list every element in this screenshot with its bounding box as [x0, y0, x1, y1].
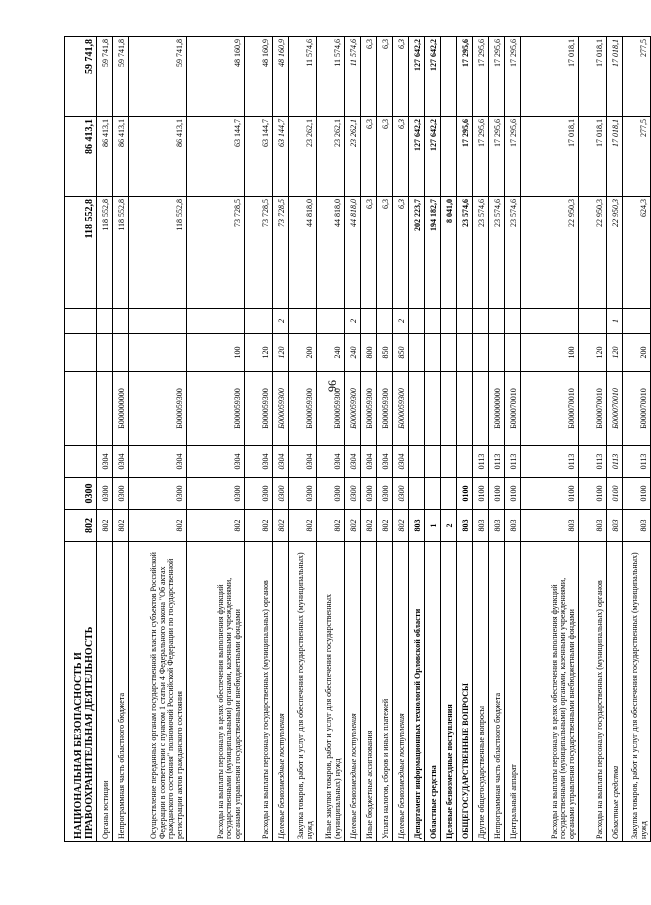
- row-ved: 803: [473, 510, 489, 542]
- row-target-article: [65, 372, 97, 446]
- row-value-1: 73 728,5: [273, 197, 289, 309]
- row-expense-type: [473, 334, 489, 372]
- row-value-3: 59 741,8: [65, 37, 97, 117]
- row-value-1: 22 950,3: [607, 197, 623, 309]
- table-row: [65, 37, 97, 842]
- row-value-1: 6,3: [393, 197, 409, 309]
- row-source-note: [65, 309, 97, 334]
- row-expense-type: [65, 334, 97, 372]
- row-value-2: 63 144,7: [273, 117, 289, 197]
- row-value-3: 6,3: [393, 37, 409, 117]
- table-row: [317, 37, 345, 842]
- row-source-note: [317, 309, 345, 334]
- row-value-2: 86 413,1: [97, 117, 113, 197]
- row-value-2: 17 295,6: [457, 117, 473, 197]
- row-target-article: [441, 372, 457, 446]
- table-row: [289, 37, 317, 842]
- row-subsection: [409, 446, 425, 478]
- row-expense-type: [441, 334, 457, 372]
- row-subsection: 0304: [245, 446, 273, 478]
- row-subsection: 0304: [393, 446, 409, 478]
- row-value-2: 86 413,1: [65, 117, 97, 197]
- row-value-2: 6,3: [361, 117, 377, 197]
- row-subsection: 0304: [289, 446, 317, 478]
- row-section: [441, 478, 457, 510]
- budget-table: [64, 36, 651, 842]
- row-name: НАЦИОНАЛЬНАЯ БЕЗОПАСНОСТЬ И ПРАВООХРАНИТЕЛЬНАЯ ДЕЯТЕЛЬНОСТЬ: [65, 542, 97, 842]
- row-section: 0300: [377, 478, 393, 510]
- row-source-note: [489, 309, 505, 334]
- row-value-2: 86 413,1: [113, 117, 129, 197]
- row-section: 0300: [97, 478, 113, 510]
- row-ved: 803: [505, 510, 521, 542]
- row-source-note: [623, 309, 651, 334]
- row-subsection: [425, 446, 441, 478]
- row-value-2: [441, 117, 457, 197]
- row-target-article: [425, 372, 441, 446]
- row-value-2: 17 295,6: [489, 117, 505, 197]
- table-row: [113, 37, 129, 842]
- row-value-1: 6,3: [377, 197, 393, 309]
- row-ved: 802: [273, 510, 289, 542]
- row-source-note: 2: [273, 309, 289, 334]
- row-name: Целевые безвозмездные поступления: [273, 542, 289, 842]
- row-ved: 802: [361, 510, 377, 542]
- row-value-2: 63 144,7: [187, 117, 245, 197]
- row-section: 0100: [579, 478, 607, 510]
- row-value-3: 17 295,6: [505, 37, 521, 117]
- row-expense-type: [129, 334, 187, 372]
- row-value-3: 17 018,1: [521, 37, 579, 117]
- row-target-article: Б000059300: [345, 372, 361, 446]
- row-target-article: Б000059300: [289, 372, 317, 446]
- row-name: Другие общегосударственные вопросы: [473, 542, 489, 842]
- row-expense-type: 120: [245, 334, 273, 372]
- row-source-note: [97, 309, 113, 334]
- row-subsection: 0113: [473, 446, 489, 478]
- row-ved: 802: [393, 510, 409, 542]
- row-name: Центральный аппарат: [505, 542, 521, 842]
- row-source-note: [129, 309, 187, 334]
- row-name: Непрограммная часть областного бюджета: [489, 542, 505, 842]
- row-section: 0300: [273, 478, 289, 510]
- row-section: [409, 478, 425, 510]
- row-expense-type: 850: [393, 334, 409, 372]
- row-expense-type: 200: [623, 334, 651, 372]
- row-value-3: 17 018,1: [579, 37, 607, 117]
- row-value-3: 48 160,9: [245, 37, 273, 117]
- row-value-2: 17 018,1: [579, 117, 607, 197]
- row-target-article: Б000059300: [187, 372, 245, 446]
- row-ved: 802: [97, 510, 113, 542]
- row-ved: 803: [623, 510, 651, 542]
- table-row: [489, 37, 505, 842]
- row-value-1: 44 818,0: [289, 197, 317, 309]
- row-name: Органы юстиции: [97, 542, 113, 842]
- rotated-table-wrapper: [64, 37, 649, 842]
- row-name: Иные бюджетные ассигнования: [361, 542, 377, 842]
- row-target-article: Б000070010: [607, 372, 623, 446]
- row-expense-type: 240: [317, 334, 345, 372]
- row-value-2: 17 018,1: [607, 117, 623, 197]
- table-row: [607, 37, 623, 842]
- row-name: Иные закупки товаров, работ и услуг для обеспечения государственных (муниципальных) нужд: [317, 542, 345, 842]
- row-target-article: Б000059300: [273, 372, 289, 446]
- row-expense-type: [113, 334, 129, 372]
- row-subsection: 0304: [273, 446, 289, 478]
- row-section: 0300: [345, 478, 361, 510]
- row-ved: 803: [521, 510, 579, 542]
- row-expense-type: 120: [579, 334, 607, 372]
- table-row: [345, 37, 361, 842]
- row-target-article: Б000059300: [129, 372, 187, 446]
- row-value-1: 22 950,3: [579, 197, 607, 309]
- row-value-1: 44 818,0: [317, 197, 345, 309]
- table-row: [505, 37, 521, 842]
- row-subsection: [457, 446, 473, 478]
- row-section: 0300: [393, 478, 409, 510]
- row-ved: 802: [187, 510, 245, 542]
- row-expense-type: [425, 334, 441, 372]
- row-target-article: Б000059300: [245, 372, 273, 446]
- row-ved: 803: [607, 510, 623, 542]
- table-row: [473, 37, 489, 842]
- row-ved: 1: [425, 510, 441, 542]
- row-value-1: 118 552,8: [129, 197, 187, 309]
- row-source-note: [521, 309, 579, 334]
- row-section: 0300: [289, 478, 317, 510]
- row-value-1: 73 728,5: [187, 197, 245, 309]
- table-row: [97, 37, 113, 842]
- row-section: 0100: [607, 478, 623, 510]
- row-subsection: 0304: [317, 446, 345, 478]
- row-target-article: Б000070010: [579, 372, 607, 446]
- row-source-note: [409, 309, 425, 334]
- row-value-2: 17 018,1: [521, 117, 579, 197]
- row-value-1: 6,3: [361, 197, 377, 309]
- row-name: Расходы на выплаты персоналу государственных (муниципальных) органов: [579, 542, 607, 842]
- row-value-1: 44 818,0: [345, 197, 361, 309]
- row-subsection: 0304: [377, 446, 393, 478]
- row-source-note: [289, 309, 317, 334]
- row-value-2: 23 262,1: [317, 117, 345, 197]
- row-value-1: 23 574,6: [457, 197, 473, 309]
- row-subsection: 0113: [623, 446, 651, 478]
- row-value-3: 11 574,6: [317, 37, 345, 117]
- table-row: [187, 37, 245, 842]
- row-value-2: 277,5: [623, 117, 651, 197]
- row-ved: 802: [245, 510, 273, 542]
- row-section: 0100: [473, 478, 489, 510]
- row-value-3: 127 642,2: [425, 37, 441, 117]
- row-value-3: 127 642,2: [409, 37, 425, 117]
- row-section: 0300: [317, 478, 345, 510]
- row-target-article: Б000070010: [505, 372, 521, 446]
- row-target-article: Б000059300: [317, 372, 345, 446]
- row-expense-type: 850: [377, 334, 393, 372]
- row-target-article: Б000059300: [361, 372, 377, 446]
- row-value-1: 118 552,8: [97, 197, 113, 309]
- row-value-1: 23 574,6: [489, 197, 505, 309]
- row-source-note: [457, 309, 473, 334]
- row-value-2: 127 642,2: [425, 117, 441, 197]
- row-value-1: 22 950,3: [521, 197, 579, 309]
- row-target-article: Б000000000: [113, 372, 129, 446]
- row-subsection: 0304: [129, 446, 187, 478]
- row-value-1: 118 552,8: [65, 197, 97, 309]
- table-row: [245, 37, 273, 842]
- row-expense-type: 800: [361, 334, 377, 372]
- row-name: Целевые безвозмездные поступления: [345, 542, 361, 842]
- row-expense-type: [489, 334, 505, 372]
- row-value-1: 23 574,6: [505, 197, 521, 309]
- row-name: ОБЩЕГОСУДАРСТВЕННЫЕ ВОПРОСЫ: [457, 542, 473, 842]
- row-section: 0100: [521, 478, 579, 510]
- row-expense-type: 100: [187, 334, 245, 372]
- row-value-3: 6,3: [377, 37, 393, 117]
- row-expense-type: 200: [289, 334, 317, 372]
- row-section: 0300: [245, 478, 273, 510]
- row-ved: 802: [289, 510, 317, 542]
- row-value-3: 59 741,8: [129, 37, 187, 117]
- row-section: 0300: [361, 478, 377, 510]
- row-target-article: [473, 372, 489, 446]
- row-target-article: Б000070010: [623, 372, 651, 446]
- table-body: [65, 37, 651, 842]
- row-subsection: 0304: [187, 446, 245, 478]
- row-source-note: [245, 309, 273, 334]
- table-row: [441, 37, 457, 842]
- row-expense-type: 100: [521, 334, 579, 372]
- row-subsection: 0304: [97, 446, 113, 478]
- row-value-1: 624,3: [623, 197, 651, 309]
- row-value-2: 17 295,6: [473, 117, 489, 197]
- row-target-article: Б000000000: [489, 372, 505, 446]
- row-name: Целевые безвозмездные поступления: [393, 542, 409, 842]
- row-value-2: 17 295,6: [505, 117, 521, 197]
- row-value-2: 63 144,7: [245, 117, 273, 197]
- row-name: Расходы на выплаты персоналу в целях обеспечения выполнения функций государственными (муниципальными) органами, казенными учреждениями, органами управления государственными внебюджетными фондами: [187, 542, 245, 842]
- row-target-article: Б000059300: [393, 372, 409, 446]
- row-name: Непрограммная часть областного бюджета: [113, 542, 129, 842]
- row-value-3: 17 295,6: [473, 37, 489, 117]
- row-source-note: [377, 309, 393, 334]
- row-source-note: [473, 309, 489, 334]
- row-value-2: 127 642,2: [409, 117, 425, 197]
- table-row: [623, 37, 651, 842]
- table-row: [129, 37, 187, 842]
- row-source-note: [505, 309, 521, 334]
- row-value-2: 23 262,1: [289, 117, 317, 197]
- row-name: Областные средства: [425, 542, 441, 842]
- row-name: Целевые безвозмездные поступления: [441, 542, 457, 842]
- row-value-2: 23 262,1: [345, 117, 361, 197]
- row-source-note: [361, 309, 377, 334]
- row-subsection: [65, 446, 97, 478]
- row-name: Уплата налогов, сборов и иных платежей: [377, 542, 393, 842]
- row-name: Расходы на выплаты персоналу государственных (муниципальных) органов: [245, 542, 273, 842]
- row-ved: 2: [441, 510, 457, 542]
- row-ved: 802: [65, 510, 97, 542]
- row-target-article: [457, 372, 473, 446]
- row-value-3: 277,5: [623, 37, 651, 117]
- row-source-note: [579, 309, 607, 334]
- row-value-1: 194 182,7: [425, 197, 441, 309]
- row-value-3: 48 160,9: [187, 37, 245, 117]
- table-row: [521, 37, 579, 842]
- row-name: Расходы на выплаты персоналу в целях обеспечения выполнения функций государственными (муниципальными) органами, казенными учреждениями, органами управления государственными внебюджетными фондами: [521, 542, 579, 842]
- row-value-3: 17 018,1: [607, 37, 623, 117]
- row-name: Областные средства: [607, 542, 623, 842]
- row-target-article: [97, 372, 113, 446]
- table-row: [377, 37, 393, 842]
- table-row: [273, 37, 289, 842]
- row-source-note: [441, 309, 457, 334]
- row-subsection: 0304: [113, 446, 129, 478]
- row-ved: 802: [317, 510, 345, 542]
- row-name: Департамент информационных технологий Орловской области: [409, 542, 425, 842]
- table-row: [425, 37, 441, 842]
- table-row: [361, 37, 377, 842]
- row-value-1: 23 574,6: [473, 197, 489, 309]
- table-row: [457, 37, 473, 842]
- row-name: Закупка товаров, работ и услуг для обеспечения государственных (муниципальных) нужд: [623, 542, 651, 842]
- row-subsection: 0113: [521, 446, 579, 478]
- row-name: Осуществление переданных органам государственной власти субъектов Российской Федерации в соответствии с пунктом 1 статьи 4 Федерального закона "Об актах гражданского состояния" полномочий Российской Федерации по государственной регистрации актов гражданского состояния: [129, 542, 187, 842]
- row-subsection: 0304: [345, 446, 361, 478]
- row-value-3: 6,3: [361, 37, 377, 117]
- row-source-note: [425, 309, 441, 334]
- row-ved: 803: [579, 510, 607, 542]
- table-row: [409, 37, 425, 842]
- row-value-3: 11 574,6: [289, 37, 317, 117]
- row-value-3: [441, 37, 457, 117]
- row-section: 0300: [187, 478, 245, 510]
- row-ved: 802: [345, 510, 361, 542]
- row-section: 0100: [489, 478, 505, 510]
- row-subsection: [441, 446, 457, 478]
- row-ved: 802: [129, 510, 187, 542]
- page-number: 96: [325, 380, 339, 392]
- row-section: 0300: [65, 478, 97, 510]
- row-value-2: 86 413,1: [129, 117, 187, 197]
- row-value-1: 118 552,8: [113, 197, 129, 309]
- row-ved: 802: [377, 510, 393, 542]
- table-row: [393, 37, 409, 842]
- row-value-3: 59 741,8: [113, 37, 129, 117]
- row-source-note: 1: [607, 309, 623, 334]
- row-subsection: 0113: [579, 446, 607, 478]
- row-ved: 802: [113, 510, 129, 542]
- row-source-note: 2: [345, 309, 361, 334]
- row-subsection: 0113: [489, 446, 505, 478]
- row-expense-type: [457, 334, 473, 372]
- row-expense-type: 240: [345, 334, 361, 372]
- row-value-3: 48 160,9: [273, 37, 289, 117]
- row-expense-type: [97, 334, 113, 372]
- row-name: Закупка товаров, работ и услуг для обеспечения государственных (муниципальных) нужд: [289, 542, 317, 842]
- row-expense-type: [409, 334, 425, 372]
- row-ved: 803: [409, 510, 425, 542]
- row-section: 0100: [457, 478, 473, 510]
- row-value-3: 17 295,6: [489, 37, 505, 117]
- table-row: [579, 37, 607, 842]
- row-value-1: 73 728,5: [245, 197, 273, 309]
- row-ved: 803: [457, 510, 473, 542]
- row-value-3: 17 295,6: [457, 37, 473, 117]
- row-section: 0300: [113, 478, 129, 510]
- row-section: 0300: [129, 478, 187, 510]
- row-subsection: 0113: [505, 446, 521, 478]
- row-target-article: Б000059300: [377, 372, 393, 446]
- row-section: [425, 478, 441, 510]
- row-subsection: 0304: [361, 446, 377, 478]
- row-section: 0100: [505, 478, 521, 510]
- row-value-2: 6,3: [377, 117, 393, 197]
- row-source-note: [113, 309, 129, 334]
- row-expense-type: 120: [273, 334, 289, 372]
- row-target-article: [409, 372, 425, 446]
- row-section: 0100: [623, 478, 651, 510]
- row-value-1: 8 041,0: [441, 197, 457, 309]
- row-expense-type: [505, 334, 521, 372]
- row-ved: 803: [489, 510, 505, 542]
- row-value-3: 59 741,8: [97, 37, 113, 117]
- row-value-1: 202 223,7: [409, 197, 425, 309]
- row-source-note: [187, 309, 245, 334]
- row-expense-type: 120: [607, 334, 623, 372]
- row-value-2: 6,3: [393, 117, 409, 197]
- row-value-3: 11 574,6: [345, 37, 361, 117]
- row-target-article: Б000070010: [521, 372, 579, 446]
- row-subsection: 0113: [607, 446, 623, 478]
- row-source-note: 2: [393, 309, 409, 334]
